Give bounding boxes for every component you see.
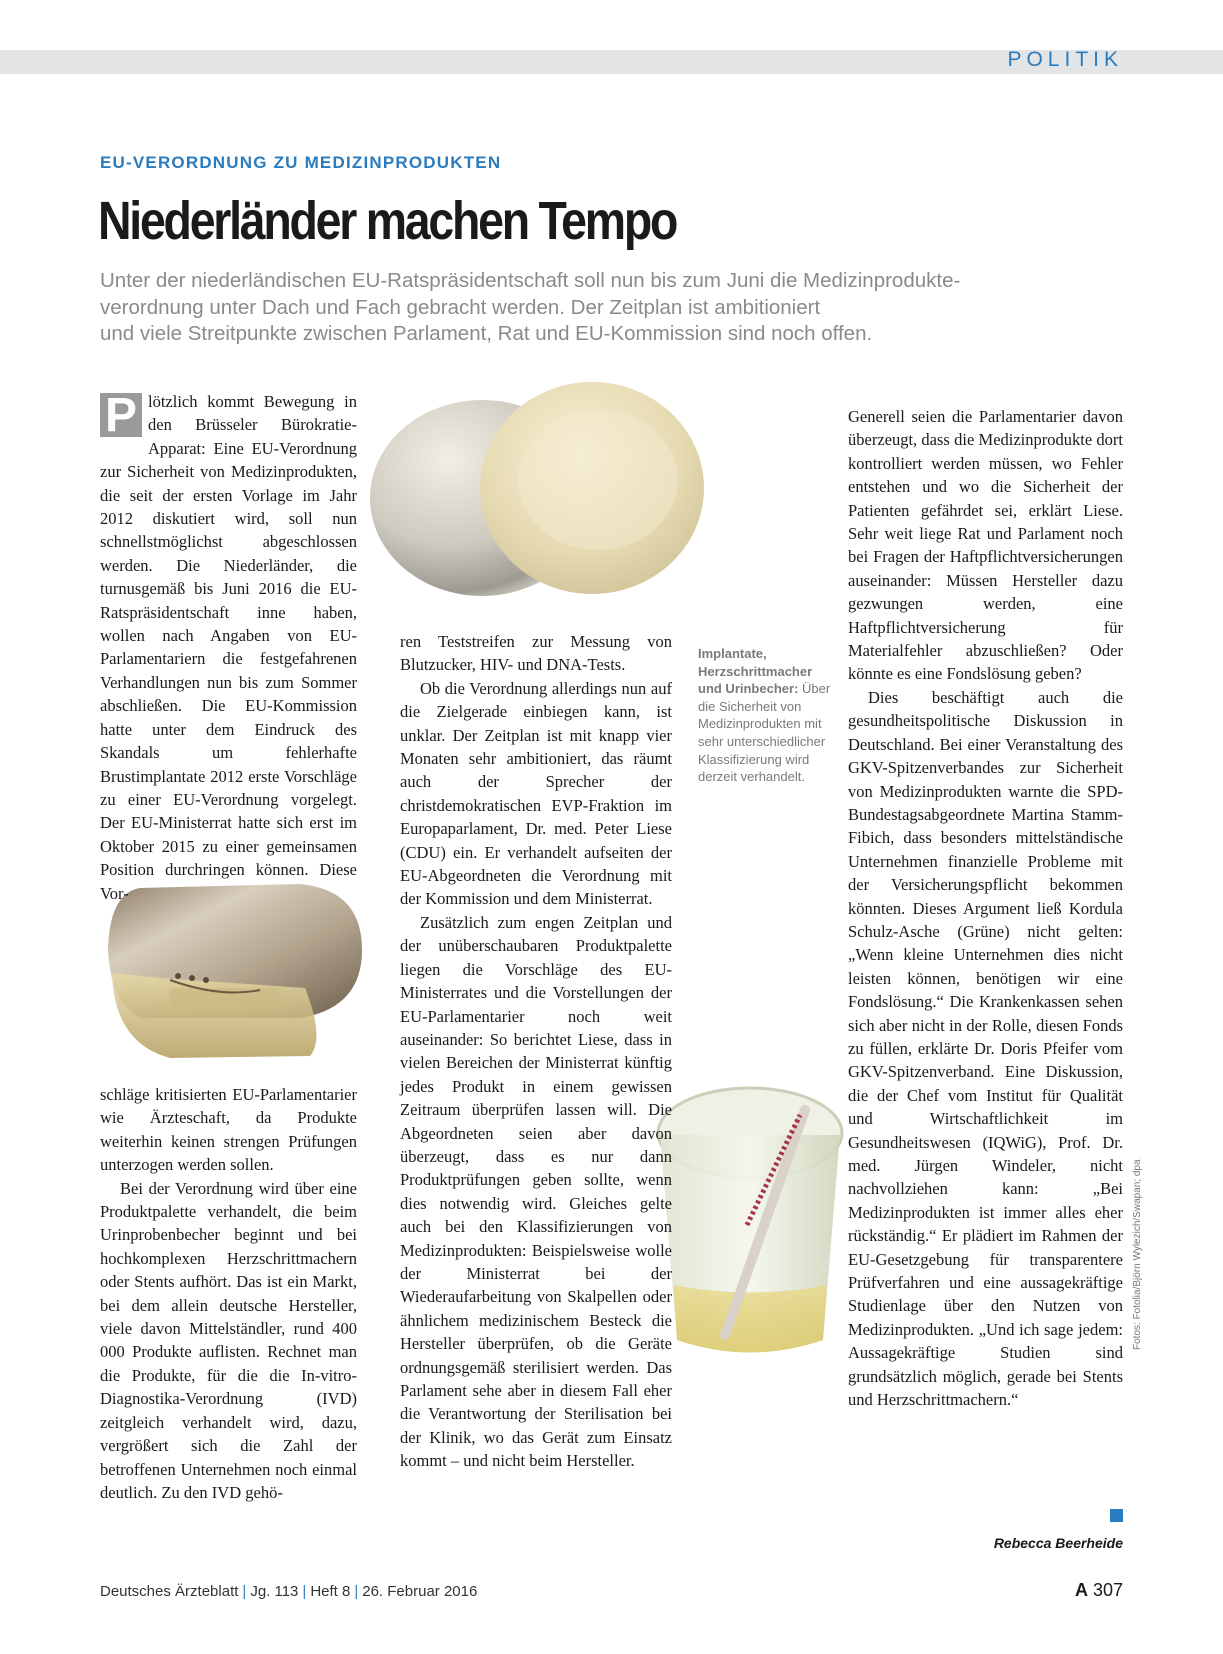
page-number (1075, 1580, 1123, 1601)
column-1-top (100, 390, 357, 905)
article-headline: Niederländer machen Tempo (98, 191, 677, 251)
body-paragraph: Zusätzlich zum engen Zeitplan und der unüberschaubaren Produktpalette liegen die Vorschläge des EU-Ministerrates und die Vorstellungen der EU-Parlamentarier noch weit auseinander: So berichtet Liese, dass in vielen Bereichen der Ministerrat künftig jedes Produkt in einem gewissen Zeitraum überprüfen lassen will. Die Abgeordneten seien aber davon überzeugt, dass es nur dann Produktprüfungen geben sollte, wenn dies notwendig wird. Gleiches gelte auch bei den Klassifizierungen von Medizinprodukten: Beispielsweise wolle der Ministerrat bei der Wiederaufarbeitung von Skalpellen oder ähnlichem medizinischem Besteck die Hersteller überprüfen, ob die Geräte ordnungsgemäß sterilisiert werden. Das Parlament sehe aber in diesem Fall eher die Verantwortung der Sterilisation bei der Klinik, wo das Gerät zum Einsatz kommt – und nicht beim Hersteller. (400, 912, 672, 1471)
page-prefix: A (1074, 1580, 1088, 1600)
photo-credit: Fotos: Fotolia/Björn Wylezich/Swapan; dpa (1132, 1159, 1143, 1350)
drop-cap: P (100, 393, 142, 437)
page-number-value: 307 (1092, 1580, 1123, 1600)
section-label: POLITIK (1007, 48, 1123, 71)
footer-separator: | (354, 1583, 359, 1600)
footer-separator: | (242, 1583, 247, 1600)
lead-line: verordnung unter Dach und Fach gebracht werden. Der Zeitplan ist ambitioniert (100, 295, 821, 319)
caption-text: Über die Sicherheit von Medizinprodukten mit sehr unterschiedlicher Klassifizierung wird derzeit verhandelt. (698, 681, 831, 785)
body-text: lötzlich kommt Bewegung in den Brüsseler Bürokratie-Apparat: Eine EU-Verordnung zur Sicherheit von Medizinprodukten, die seit der ersten Vorlage im Jahr 2012 diskutiert wird, soll nun schnellstmöglichst abgeschlossen werden. Die Niederländer, die turnusgemäß bis Juni 2016 die EU-Ratspräsidentschaft inne haben, wollen nach Angaben von EU-Parlamentariern die festgefahrenen Verhandlungen nun bis zum Sommer abschließen. Die EU-Kommission hatte unter dem Eindruck des Skandals um fehlerhafte Brustimplantate 2012 erste Vorschläge zu einer EU-Verordnung vorgelegt. Der EU-Ministerrat hatte sich erst im Oktober 2015 zu einer gemeinsamen Position durchringen können. Diese Vor- (100, 392, 357, 903)
footer-separator: | (302, 1583, 307, 1600)
body-paragraph: Generell seien die Parlamentarier davon überzeugt, dass die Medizinprodukte dort kontrolliert werden müssen, wo Fehler entstehen und wo die Sicherheit der Patienten gefährdet sei, erklärt Liese. Sehr weit liege Rat und Parlament noch bei Fragen der Haftpflichtversicherungen auseinander: Müssen Hersteller dazu gezwungen werden, eine Haftpflichtversicherung für Materialfehler abzuschließen? Oder könnte es eine Fondslösung geben? (848, 407, 1123, 684)
body-paragraph: Ob die Verordnung allerdings nun auf die Zielgerade einbiegen kann, ist unklar. Der Zeitplan ist mit knapp vier Monaten sehr ambitioniert, das räumt auch der Sprecher der christdemokratischen EVP-Fraktion im Europaparlament, Dr. med. Peter Liese (CDU) ein. Er verhandelt aufseiten der EU-Abgeordneten die Verordnung mit der Kommission und dem Ministerrat. (400, 678, 672, 909)
image-caption (698, 645, 833, 786)
author-name: Rebecca Beerheide (993, 1535, 1123, 1551)
caption-title: Implantate, Herzschrittmacher und Urinbecher: (698, 646, 813, 697)
body-paragraph: Bei der Verordnung wird über eine Produktpalette verhandelt, die beim Urinprobenbecher beginnt und bei hochkomplexen Herzschrittmachern oder Stents aufhört. Das ist ein Markt, bei dem allein deutsche Hersteller, viele davon Mittelständler, rund 400 000 Produkte auflisten. Rechnet man die Produkte, für die die In-vitro-Diagnostika-Verordnung (IVD) zeitgleich verhandelt wird, dazu, vergrößert sich die Zahl der betroffenen Unternehmen noch einmal deutlich. Zu den IVD gehö- (100, 1178, 357, 1502)
article-lead (100, 268, 1110, 348)
body-paragraph: ren Teststreifen zur Messung von Blutzucker, HIV- und DNA-Tests. (400, 632, 672, 675)
journal-name: Deutsches Ärzteblatt (100, 1583, 239, 1600)
lead-line: und viele Streitpunkte zwischen Parlament, Rat und EU-Kommission sind noch offen. (100, 322, 873, 345)
column-3 (848, 405, 1123, 1411)
lead-line: Unter der niederländischen EU-Ratspräsidentschaft soll nun bis zum Juni die Medizinprodukte- (100, 269, 961, 292)
urine-cup-image (655, 1085, 845, 1365)
body-paragraph: Dies beschäftigt auch die gesundheitspolitische Diskussion in Deutschland. Bei einer Veranstaltung des GKV-Spitzenverbandes zur Sicherheit von Medizinprodukten warnte die SPD-Bundestagsabgeordnete Martina Stamm-Fibich, dass besonders mittelständische Unternehmen finanzielle Probleme mit der Versicherungspflicht bekommen könnten. Dieses Argument ließ Kordula Schulz-Asche (Grüne) nicht gelten: „Wenn kleine Unternehmen dies nicht leisten können, benötigen wir eine Fondslösung.“ Die Krankenkassen sehen sich aber nicht in der Rolle, diesen Fonds zu füllen, erklärte Dr. Doris Pfeifer vom GKV-Spitzenverband. Eine Diskussion, die der Chef vom Institut für Qualität und Wirtschaftlichkeit im Gesundheitswesen (IQWiG), Prof. Dr. med. Jürgen Windeler, nicht nachvollziehen kann: „Bei Medizinprodukten ist immer alles eher rückständig.“ Er plädiert im Rahmen der EU-Gesetzgebung für transparentere Prüfverfahren und eine aussagekräftige Studienlage über den Nutzen von Medizinprodukten. „Und ich sage jedem: Aussagekräftige Studien sind grundsätzlich möglich, gerade bei Stents und Herzschrittmachern.“ (848, 687, 1123, 1410)
article-kicker: EU-VERORDNUNG ZU MEDIZINPRODUKTEN (100, 153, 502, 172)
journal-volume: Jg. 113 (250, 1583, 299, 1600)
journal-date: 26. Februar 2016 (362, 1583, 478, 1600)
page-footer (100, 1583, 477, 1600)
body-paragraph: schläge kritisierten EU-Parlamentarier wie Ärzteschaft, da Produkte weiterhin keinen strengen Prüfungen unterzogen werden sollen. (100, 1085, 357, 1175)
column-1-bottom (100, 1083, 357, 1504)
column-2 (400, 630, 672, 1473)
breast-implants-image (370, 370, 705, 615)
journal-issue: Heft 8 (310, 1583, 351, 1600)
end-mark-icon (1110, 1509, 1123, 1522)
